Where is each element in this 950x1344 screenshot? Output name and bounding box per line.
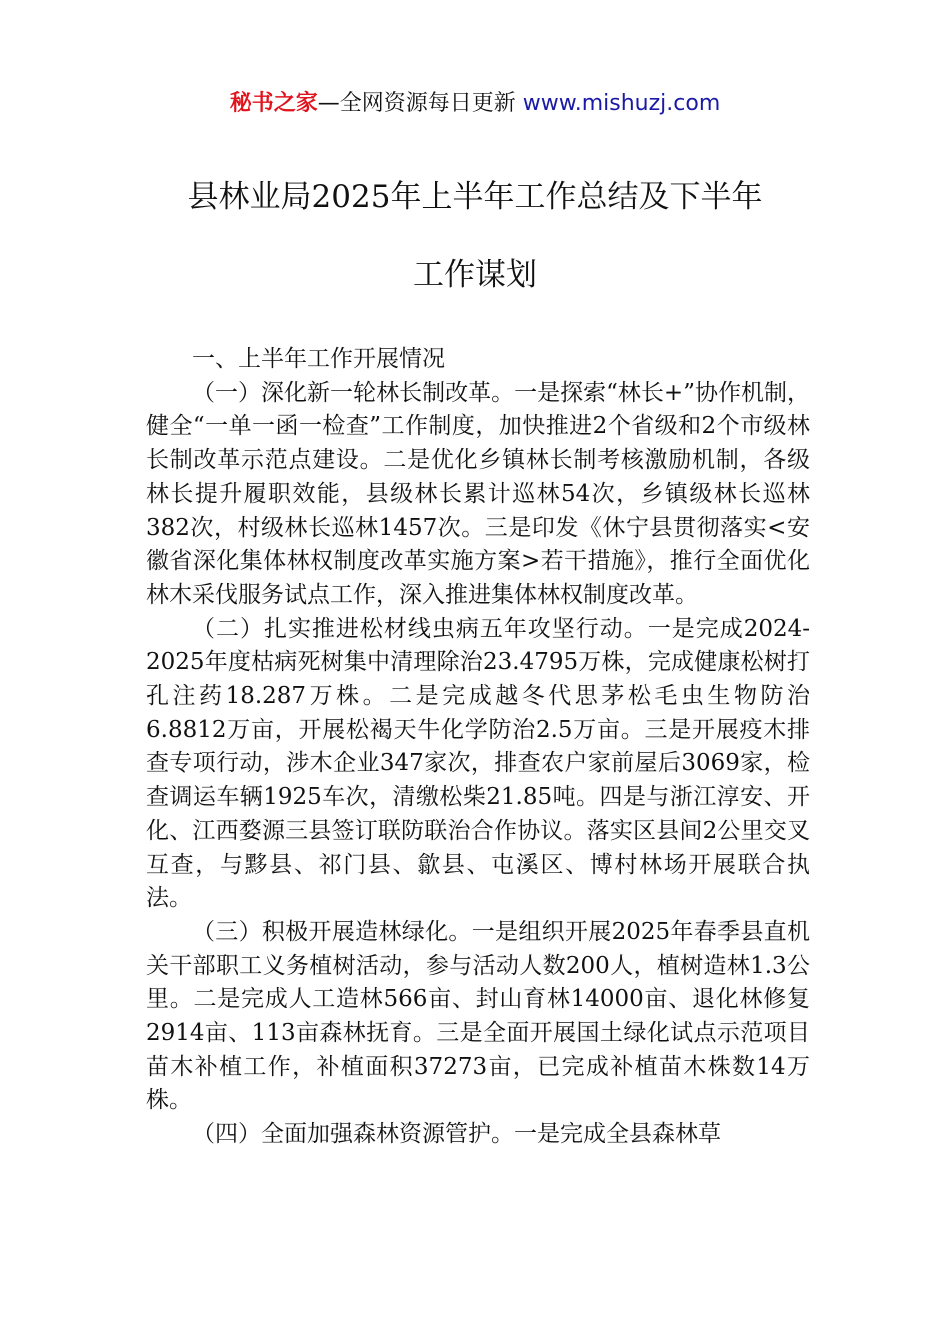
site-url-link[interactable]: www.mishuzj.com <box>522 91 721 116</box>
paragraph-4: （四）全面加强森林资源管护。一是完成全县森林草 <box>192 1121 721 1148</box>
site-header <box>0 88 950 120</box>
paragraph-2: （二）扎实推进松材线虫病五年攻坚行动。一是完成2024-2025年度枯病死树集中清理除治23.4795万株，完成健康松树打孔注药18.287万株。二是完成越冬代思茅松毛虫生物防治6.8812万亩，开展松褐天牛化学防治2.5万亩。三是开展疫木排查专项行动，涉木企业347家次，排查农户家前屋后3069家，检查调运车辆1925车次，清缴松柴21.85吨。四是与浙江淳安、开化、江西婺源三县签订联防联治合作协议。落实区县间2公里交叉互查，与黟县、祁门县、歙县、屯溪区、博村林场开展联合执法。 <box>146 615 810 912</box>
title-line-1: 县林业局2025年上半年工作总结及下半年 <box>187 179 763 215</box>
header-slogan: —全网资源每日更新 <box>317 91 523 116</box>
document-title <box>0 158 950 314</box>
document-body <box>146 343 810 1152</box>
paragraph-1: （一）深化新一轮林长制改革。一是探索“林长+”协作机制，健全“一单一函一检查”工作制度，加快推进2个省级和2个市级林长制改革示范点建设。二是优化乡镇林长制考核激励机制，各级林长提升履职效能，县级林长累计巡林54次，乡镇级林长巡林382次，村级林长巡林1457次。三是印发《休宁县贯彻落实<安徽省深化集体林权制度改革实施方案>若干措施》，推行全面优化林木采伐服务试点工作，深入推进集体林权制度改革。 <box>146 379 810 608</box>
paragraph-3: （三）积极开展造林绿化。一是组织开展2025年春季县直机关干部职工义务植树活动，参与活动人数200人，植树造林1.3公里。二是完成人工造林566亩、封山育林14000亩、退化林修复2914亩、113亩森林抚育。三是全面开展国土绿化试点示范项目苗木补植工作，补植面积37273亩，已完成补植苗木株数14万株。 <box>146 918 810 1114</box>
title-line-2: 工作谋划 <box>413 257 537 293</box>
section-heading: 一、上半年工作开展情况 <box>192 346 445 372</box>
brand-name: 秘书之家 <box>229 91 318 116</box>
